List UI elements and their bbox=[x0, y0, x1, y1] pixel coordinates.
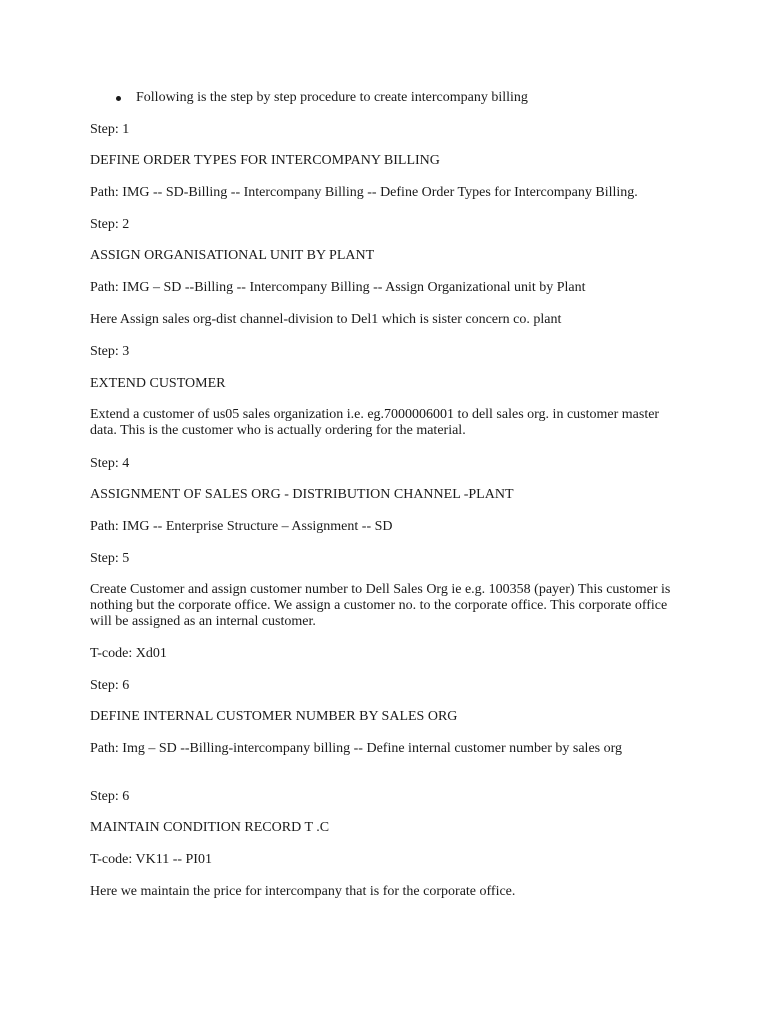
step-3-label: Step: 3 bbox=[90, 344, 130, 359]
step-6-heading: DEFINE INTERNAL CUSTOMER NUMBER BY SALES ORG bbox=[90, 709, 458, 724]
step-6b-heading: MAINTAIN CONDITION RECORD T .C bbox=[90, 820, 330, 835]
step-1-heading: DEFINE ORDER TYPES FOR INTERCOMPANY BILLING bbox=[90, 153, 440, 168]
step-4-label: Step: 4 bbox=[90, 456, 130, 471]
step-1-path: Path: IMG -- SD-Billing -- Intercompany Billing -- Define Order Types for Intercompany Billing. bbox=[90, 185, 638, 200]
step-3-heading: EXTEND CUSTOMER bbox=[90, 376, 226, 391]
step-2-label: Step: 2 bbox=[90, 217, 130, 232]
step-2-heading: ASSIGN ORGANISATIONAL UNIT BY PLANT bbox=[90, 248, 375, 263]
step-4-heading: ASSIGNMENT OF SALES ORG - DISTRIBUTION CHANNEL -PLANT bbox=[90, 487, 514, 502]
intro-bullet-text: Following is the step by step procedure to create intercompany billing bbox=[136, 90, 528, 105]
step-5-label: Step: 5 bbox=[90, 551, 130, 566]
step-6b-note: Here we maintain the price for intercompany that is for the corporate office. bbox=[90, 884, 516, 899]
step-6b-label: Step: 6 bbox=[90, 789, 130, 804]
step-6b-tcode: T-code: VK11 -- PI01 bbox=[90, 852, 212, 867]
step-5-tcode: T-code: Xd01 bbox=[90, 646, 167, 661]
step-1-label: Step: 1 bbox=[90, 122, 130, 137]
step-2-note: Here Assign sales org-dist channel-division to Del1 which is sister concern co. plant bbox=[90, 312, 562, 327]
step-2-path: Path: IMG – SD --Billing -- Intercompany Billing -- Assign Organizational unit by Plant bbox=[90, 280, 586, 295]
step-5-description: Create Customer and assign customer number to Dell Sales Org ie e.g. 100358 (payer) This customer is nothing but the corporate office. We assign a customer no. to the corporate office. This corporate office will be assigned as an internal customer. bbox=[90, 582, 671, 629]
step-6-path: Path: Img – SD --Billing-intercompany billing -- Define internal customer number by sales org bbox=[90, 741, 623, 756]
step-3-description: Extend a customer of us05 sales organization i.e. eg.7000006001 to dell sales org. in customer master data. This is the customer who is actually ordering for the material. bbox=[90, 407, 660, 438]
step-6-label: Step: 6 bbox=[90, 678, 130, 693]
bullet-icon bbox=[116, 96, 121, 101]
step-4-path: Path: IMG -- Enterprise Structure – Assignment -- SD bbox=[90, 519, 393, 534]
